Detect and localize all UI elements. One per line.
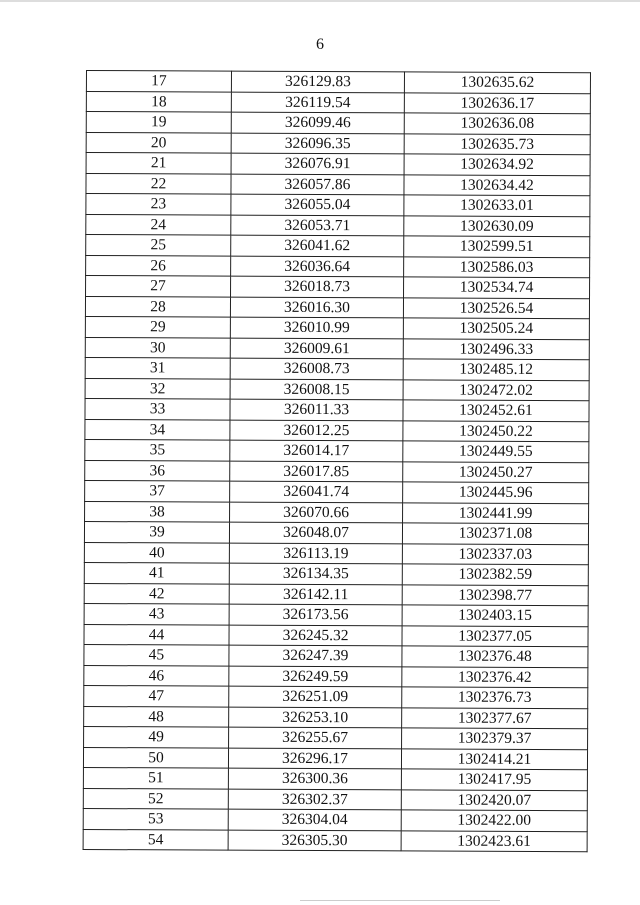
table-row — [85, 378, 589, 401]
y-coordinate-cell: 1302635.73 — [404, 133, 590, 154]
point-number-cell: 44 — [84, 624, 229, 645]
point-number-cell: 23 — [86, 194, 231, 215]
point-number-cell: 40 — [84, 542, 229, 563]
x-coordinate-cell: 326305.30 — [228, 830, 401, 851]
y-coordinate-cell: 1302450.22 — [403, 420, 589, 441]
point-number-cell: 21 — [86, 153, 231, 174]
table-row — [85, 501, 589, 524]
x-coordinate-cell: 326010.99 — [230, 317, 403, 338]
point-number-cell: 32 — [85, 378, 230, 399]
y-coordinate-cell: 1302449.55 — [403, 441, 589, 462]
table-row — [83, 829, 587, 852]
y-coordinate-cell: 1302398.77 — [402, 584, 588, 605]
y-coordinate-cell: 1302633.01 — [404, 195, 590, 216]
table-row — [85, 419, 589, 442]
x-coordinate-cell: 326070.66 — [230, 502, 403, 523]
x-coordinate-cell: 326016.30 — [230, 297, 403, 318]
table-row — [83, 808, 587, 831]
y-coordinate-cell: 1302376.48 — [402, 646, 588, 667]
y-coordinate-cell: 1302376.73 — [402, 687, 588, 708]
table-row — [86, 173, 590, 196]
y-coordinate-cell: 1302630.09 — [404, 215, 590, 236]
x-coordinate-cell: 326036.64 — [231, 256, 404, 277]
y-coordinate-cell: 1302636.17 — [404, 92, 590, 113]
x-coordinate-cell: 326296.17 — [228, 748, 401, 769]
point-number-cell: 48 — [84, 706, 229, 727]
point-number-cell: 30 — [85, 337, 230, 358]
point-number-cell: 38 — [85, 501, 230, 522]
y-coordinate-cell: 1302403.15 — [402, 605, 588, 626]
table-row — [85, 296, 589, 319]
x-coordinate-cell: 326134.35 — [229, 563, 402, 584]
table-row — [84, 665, 588, 688]
x-coordinate-cell: 326014.17 — [230, 440, 403, 461]
y-coordinate-cell: 1302379.37 — [402, 728, 588, 749]
x-coordinate-cell: 326053.71 — [231, 215, 404, 236]
y-coordinate-cell: 1302382.59 — [402, 564, 588, 585]
point-number-cell: 43 — [84, 603, 229, 624]
x-coordinate-cell: 326300.36 — [228, 768, 401, 789]
y-coordinate-cell: 1302377.67 — [402, 707, 588, 728]
table-row — [84, 583, 588, 606]
point-number-cell: 49 — [84, 726, 229, 747]
x-coordinate-cell: 326041.62 — [231, 235, 404, 256]
y-coordinate-cell: 1302423.61 — [401, 830, 587, 851]
y-coordinate-cell: 1302377.05 — [402, 625, 588, 646]
point-number-cell: 36 — [85, 460, 230, 481]
point-number-cell: 34 — [85, 419, 230, 440]
x-coordinate-cell: 326304.04 — [228, 809, 401, 830]
x-coordinate-cell: 326142.11 — [229, 584, 402, 605]
point-number-cell: 51 — [83, 767, 228, 788]
point-number-cell: 22 — [86, 173, 231, 194]
table-row — [86, 153, 590, 176]
point-number-cell: 18 — [86, 91, 231, 112]
table-row — [84, 726, 588, 749]
y-coordinate-cell: 1302505.24 — [403, 318, 589, 339]
point-number-cell: 45 — [84, 644, 229, 665]
table-row — [84, 521, 588, 544]
table-row — [83, 767, 587, 790]
table-row — [83, 747, 587, 770]
x-coordinate-cell: 326018.73 — [231, 276, 404, 297]
table-row — [85, 357, 589, 380]
x-coordinate-cell: 326251.09 — [229, 686, 402, 707]
point-number-cell: 53 — [83, 808, 228, 829]
point-number-cell: 19 — [86, 112, 231, 133]
table-row — [86, 132, 590, 155]
coordinates-table-container — [83, 70, 590, 852]
point-number-cell: 35 — [85, 439, 230, 460]
x-coordinate-cell: 326253.10 — [229, 707, 402, 728]
x-coordinate-cell: 326129.83 — [231, 71, 404, 92]
table-row — [86, 276, 590, 299]
y-coordinate-cell: 1302526.54 — [403, 297, 589, 318]
table-row — [84, 644, 588, 667]
x-coordinate-cell: 326055.04 — [231, 194, 404, 215]
x-coordinate-cell: 326119.54 — [231, 92, 404, 113]
x-coordinate-cell: 326245.32 — [229, 625, 402, 646]
y-coordinate-cell: 1302534.74 — [404, 277, 590, 298]
coordinates-table — [83, 70, 591, 852]
table-row — [86, 235, 590, 258]
y-coordinate-cell: 1302634.92 — [404, 154, 590, 175]
table-row — [84, 624, 588, 647]
point-number-cell: 42 — [84, 583, 229, 604]
point-number-cell: 17 — [86, 71, 231, 92]
x-coordinate-cell: 326009.61 — [230, 338, 403, 359]
table-row — [86, 255, 590, 278]
y-coordinate-cell: 1302452.61 — [403, 400, 589, 421]
point-number-cell: 41 — [84, 562, 229, 583]
y-coordinate-cell: 1302376.42 — [402, 666, 588, 687]
table-row — [84, 685, 588, 708]
x-coordinate-cell: 326255.67 — [229, 727, 402, 748]
table-row — [84, 706, 588, 729]
x-coordinate-cell: 326247.39 — [229, 645, 402, 666]
point-number-cell: 54 — [83, 829, 228, 850]
y-coordinate-cell: 1302635.62 — [404, 72, 590, 93]
scan-edge-bottom — [300, 900, 500, 901]
table-row — [86, 91, 590, 114]
table-row — [86, 194, 590, 217]
x-coordinate-cell: 326113.19 — [229, 543, 402, 564]
table-row — [85, 439, 589, 462]
y-coordinate-cell: 1302422.00 — [401, 810, 587, 831]
y-coordinate-cell: 1302485.12 — [403, 359, 589, 380]
point-number-cell: 27 — [86, 276, 231, 297]
x-coordinate-cell: 326076.91 — [231, 153, 404, 174]
y-coordinate-cell: 1302420.07 — [401, 789, 587, 810]
table-row — [84, 542, 588, 565]
y-coordinate-cell: 1302599.51 — [404, 236, 590, 257]
x-coordinate-cell: 326017.85 — [230, 461, 403, 482]
y-coordinate-cell: 1302371.08 — [402, 523, 588, 544]
table-row — [84, 562, 588, 585]
x-coordinate-cell: 326041.74 — [230, 481, 403, 502]
table-row — [86, 71, 590, 94]
coordinates-table-body — [83, 71, 590, 852]
scan-edge-top — [0, 0, 640, 2]
point-number-cell: 33 — [85, 398, 230, 419]
x-coordinate-cell: 326249.59 — [229, 666, 402, 687]
x-coordinate-cell: 326012.25 — [230, 420, 403, 441]
point-number-cell: 26 — [86, 255, 231, 276]
table-row — [85, 480, 589, 503]
x-coordinate-cell: 326302.37 — [228, 789, 401, 810]
table-row — [86, 214, 590, 237]
table-row — [86, 112, 590, 135]
y-coordinate-cell: 1302441.99 — [403, 502, 589, 523]
table-row — [85, 316, 589, 339]
y-coordinate-cell: 1302586.03 — [404, 256, 590, 277]
table-row — [84, 603, 588, 626]
point-number-cell: 25 — [86, 235, 231, 256]
point-number-cell: 20 — [86, 132, 231, 153]
point-number-cell: 39 — [84, 521, 229, 542]
point-number-cell: 52 — [83, 788, 228, 809]
point-number-cell: 29 — [85, 316, 230, 337]
point-number-cell: 28 — [85, 296, 230, 317]
y-coordinate-cell: 1302337.03 — [402, 543, 588, 564]
table-row — [83, 788, 587, 811]
y-coordinate-cell: 1302496.33 — [403, 338, 589, 359]
y-coordinate-cell: 1302472.02 — [403, 379, 589, 400]
x-coordinate-cell: 326057.86 — [231, 174, 404, 195]
x-coordinate-cell: 326173.56 — [229, 604, 402, 625]
y-coordinate-cell: 1302450.27 — [403, 461, 589, 482]
point-number-cell: 46 — [84, 665, 229, 686]
point-number-cell: 50 — [83, 747, 228, 768]
y-coordinate-cell: 1302414.21 — [401, 748, 587, 769]
y-coordinate-cell: 1302636.08 — [404, 113, 590, 134]
x-coordinate-cell: 326048.07 — [229, 522, 402, 543]
table-row — [85, 337, 589, 360]
x-coordinate-cell: 326096.35 — [231, 133, 404, 154]
x-coordinate-cell: 326008.73 — [230, 358, 403, 379]
point-number-cell: 47 — [84, 685, 229, 706]
point-number-cell: 24 — [86, 214, 231, 235]
x-coordinate-cell: 326011.33 — [230, 399, 403, 420]
table-row — [85, 460, 589, 483]
point-number-cell: 37 — [85, 480, 230, 501]
point-number-cell: 31 — [85, 357, 230, 378]
y-coordinate-cell: 1302417.95 — [401, 769, 587, 790]
x-coordinate-cell: 326008.15 — [230, 379, 403, 400]
y-coordinate-cell: 1302445.96 — [403, 482, 589, 503]
page-number: 6 — [316, 36, 324, 53]
table-row — [85, 398, 589, 421]
x-coordinate-cell: 326099.46 — [231, 112, 404, 133]
y-coordinate-cell: 1302634.42 — [404, 174, 590, 195]
